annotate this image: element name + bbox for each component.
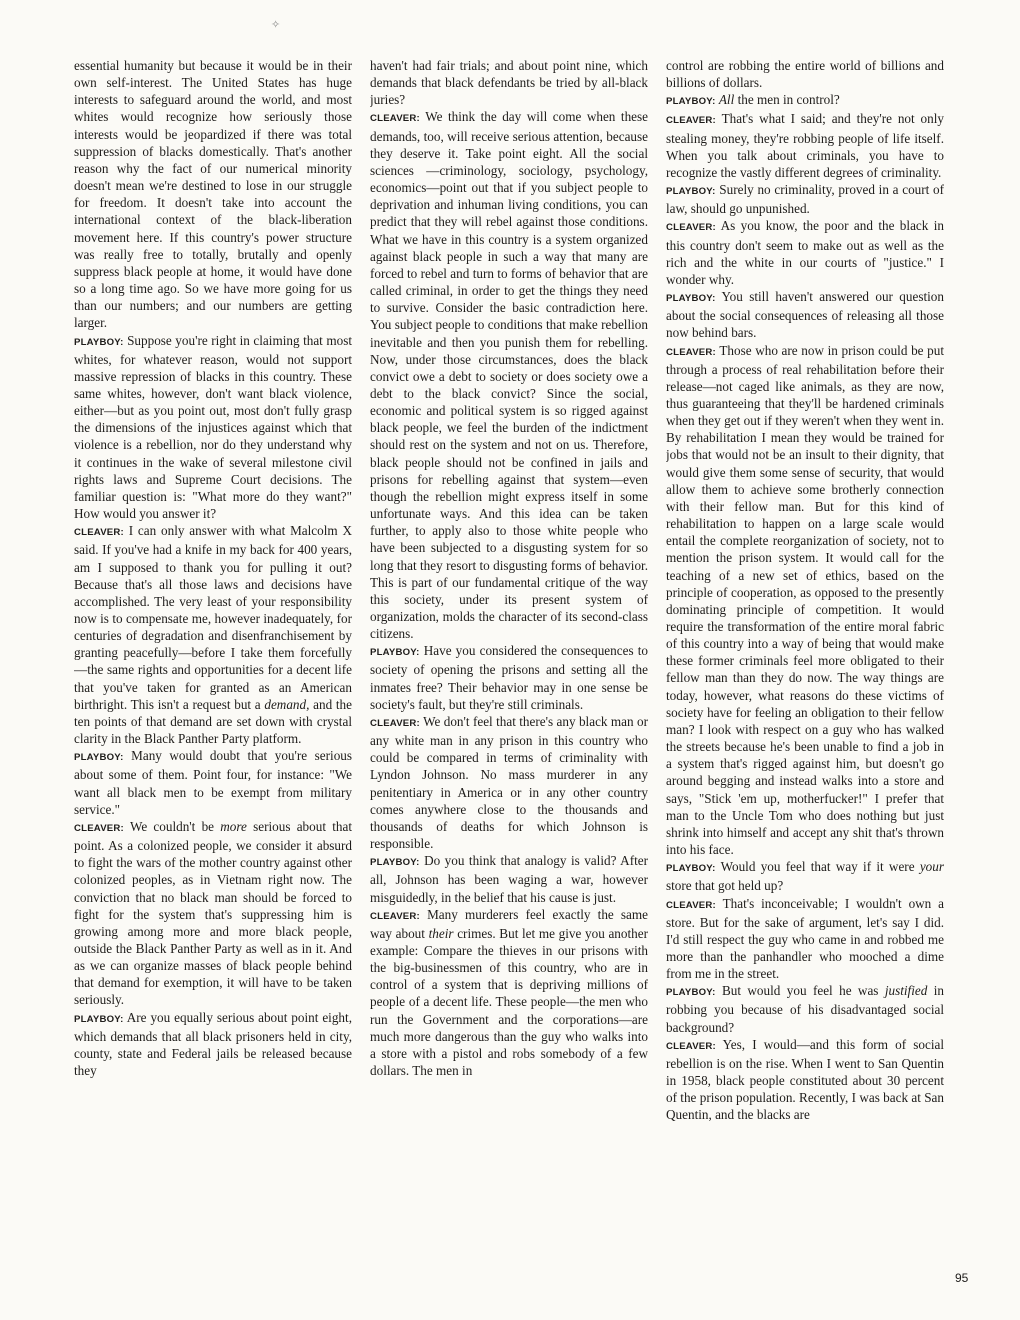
speaker-label: CLEAVER: (370, 717, 420, 729)
speaker-label: PLAYBOY: (666, 863, 716, 875)
interview-paragraph (370, 108, 648, 642)
emphasis-text: All (718, 92, 735, 108)
body-text: Do you think that analogy is valid? After all, Johnson has been waging a war, however misguidedly, in the belief that his cause is just. (370, 853, 648, 905)
speaker-label: PLAYBOY: (74, 752, 124, 764)
speaker-label: PLAYBOY: (370, 857, 420, 869)
emphasis-text: more (220, 818, 247, 834)
body-text: You still haven't answered our question about the social consequences of releasing all those now behind bars. (666, 289, 944, 341)
speaker-label: CLEAVER: (666, 115, 716, 127)
interview-paragraph (666, 91, 944, 110)
emphasis-text: your (919, 859, 944, 875)
text-column-3 (666, 57, 944, 1287)
speaker-label: PLAYBOY: (370, 647, 420, 659)
body-text: the men in control? (734, 92, 840, 108)
interview-paragraph (666, 288, 944, 341)
body-text: Suppose you're right in claiming that most whites, for whatever reason, would not support massive repression of blacks in this country. These same whites, however, don't want black violence, either—but as you point out, most don't fully grasp the dimensions of the injustices against which that violence is a rebellion, nor do they understand why it continues in the wake of several milestone civil rights laws and Supreme Court decisions. The familiar question is: "What more do they want?" How would you answer it? (74, 332, 352, 522)
emphasis-text: their (428, 925, 454, 941)
body-text: control are robbing the entire world of billions and billions of dollars. (666, 58, 944, 91)
body-text: That's what I said; and they're not only stealing money, they're robbing people of life itself. When you talk about criminals, you have to recognize the vastly different degrees of criminality. (666, 111, 944, 180)
body-text: But would you feel he was (721, 983, 885, 999)
speaker-label: PLAYBOY: (666, 96, 716, 108)
interview-paragraph (666, 1036, 944, 1124)
speaker-label: CLEAVER: (370, 910, 420, 922)
interview-paragraph (74, 1009, 352, 1080)
body-text: I can only answer with what Malcolm X said. If you've had a knife in my back for 400 years, am I supposed to thank you for pulling it out? Because that's all those laws and decisions have accomplished. The very least of your responsibility now is to compensate me, however inadequately, for centuries of degradation and disenfranchisement by granting peacefully—before I take them forcefully—the same rights and opportunities for a decent life that you've taken for granted as an American birthright. This isn't a request but a (74, 523, 352, 712)
body-text: Are you equally serious about point eight, which demands that all black prisoners held in city, county, state and Federal jails be released because they (74, 1009, 352, 1079)
interview-paragraph (666, 217, 944, 288)
interview-paragraph (370, 713, 648, 852)
speaker-label: PLAYBOY: (74, 1013, 124, 1025)
interview-paragraph (370, 906, 648, 1080)
body-text: haven't had fair trials; and about point nine, which demands that black defendants be tried by all-black juries? (370, 58, 648, 108)
body-text: We think the day will come when these demands, too, will receive serious attention, because they deserve it. Take point eight. All the social sciences —criminology, sociology, psychology, economics—point out that if you subject people to deprivation and inhuman living conditions, you can predict that they will rebel against those conditions. What we have in this country is a system organized against black people in such a way that many are forced to rebel and turn to forms of behavior that are called criminal, in order to get the things they need to survive. Consider the basic contradiction here. You subject people to conditions that make rebellion inevitable and then you punish them for rebelling. Now, under those circumstances, does the black convict owe a debt to society or does society owe a debt to the black convict? Since the social, economic and political system is so rigged against black people, we feel the burden of the indictment should rest on the system and not on us. Therefore, black people should not be confined in jails and prisons for rebelling against that system—even though the rebellion might express itself in some unfortunate ways. And this idea can be taken further, to apply also to those white people who have been subjected to a disgusting system for so long that they resort to disgusting forms of behavior. This is part of our fundamental critique of the way this society, under its present system of organization, molds the character of its second-class citizens. (370, 109, 648, 642)
body-text: As you know, the poor and the black in this country don't seem to make out as well as the rich and the white in our courts of "justice." I wonder why. (666, 218, 944, 287)
page-number: 95 (955, 1271, 969, 1285)
article-body (74, 57, 944, 1287)
body-text: crimes. But let me give you another example: Compare the thieves in our prisons with the big-businessmen of this country, who are in control of a system that is depriving millions of people of a decent life. These people—the men who run the Government and the corporations—are much more dangerous than the guy who walks into a store with a pistol and robs somebody of a few dollars. The men in (370, 925, 648, 1079)
body-text: serious about that point. As a colonized people, we consider it absurd to fight the wars of the mother country against other colonized peoples, as in Vietnam right now. The conviction that no black man should be forced to fight for the system that's suppressing him is growing among more and more black people, outside the Black Panther Party as well as in it. And as we can organize masses of black people behind that demand for exemption, it will have to be taken seriously. (74, 818, 352, 1008)
body-text: We couldn't be (129, 818, 221, 834)
interview-paragraph (370, 57, 648, 108)
emphasis-text: demand, (264, 696, 310, 712)
body-text: and the ten points of that demand are set down with crystal clarity in the Black Panther Party platform. (74, 696, 352, 747)
interview-paragraph (666, 110, 944, 181)
interview-paragraph (666, 858, 944, 894)
speaker-label: CLEAVER: (74, 527, 124, 539)
interview-paragraph (74, 57, 352, 332)
interview-paragraph (666, 982, 944, 1035)
interview-paragraph (74, 332, 352, 523)
speaker-label: CLEAVER: (74, 822, 124, 834)
body-text: store that got held up? (666, 878, 784, 894)
print-speck: ✧ (271, 19, 281, 31)
interview-paragraph (74, 522, 352, 747)
body-text: essential humanity but because it would be in their own self-interest. The United States has huge interests to safeguard around the world, and most whites would recognize how seriously those interests would be jeopardized if there was total suppression of blacks domestically. That's another reason why the fact of our numerical minority doesn't mean we're destined to lose in our struggle for freedom. It doesn't take into account the international context of the black-liberation movement here. If this country's power structure was really free to totally, brutally and openly suppress black people at home, it would have done so a long time ago. So we have more going for us than our numbers; and our numbers are getting larger. (74, 58, 352, 331)
interview-paragraph (370, 642, 648, 713)
speaker-label: PLAYBOY: (666, 293, 716, 305)
interview-paragraph (74, 747, 352, 818)
speaker-label: PLAYBOY: (666, 186, 716, 198)
body-text: Yes, I would—and this form of social rebellion is on the rise. When I went to San Quentin in 1958, black people constituted about 30 percent of the prison population. Recently, I was back at San Quentin, and the blacks are (666, 1036, 944, 1123)
emphasis-text: justified (884, 983, 928, 999)
body-text: That's inconceivable; I wouldn't own a store. But for the sake of argument, let's say I did. I'd still respect the guy who came in and robbed me more than the panhandler who mooched a dime from me in the street. (666, 895, 944, 982)
body-text: in robbing you because of his disadvantaged social background? (666, 983, 944, 1035)
speaker-label: CLEAVER: (666, 346, 716, 358)
interview-paragraph (666, 57, 944, 91)
interview-paragraph (666, 181, 944, 217)
speaker-label: CLEAVER: (666, 1040, 716, 1052)
speaker-label: CLEAVER: (370, 113, 420, 125)
body-text: Many would doubt that you're serious about some of them. Point four, for instance: "We want all black men to be exempt from military service." (74, 748, 352, 817)
body-text: Surely no criminality, proved in a court of law, should go unpunished. (666, 182, 944, 217)
interview-paragraph (666, 895, 944, 983)
speaker-label: CLEAVER: (666, 222, 716, 234)
interview-paragraph (370, 852, 648, 905)
body-text: Many murderers feel exactly the same way about (370, 906, 648, 941)
text-column-2 (370, 57, 648, 1287)
interview-paragraph (74, 818, 352, 1009)
interview-paragraph (666, 342, 944, 859)
body-text: Would you feel that way if it were (720, 859, 920, 875)
speaker-label: PLAYBOY: (74, 336, 124, 348)
body-text: Those who are now in prison could be put through a process of real rehabilitation before their release—not caged like animals, as they are now, thus guaranteeing that they'll be hardened criminals when they get out if they weren't when they went in. By rehabilitation I mean they would be trained for jobs that would not be an insult to their dignity, that would give them some sense of security, that would allow them to achieve some brotherly connection with their fellow man. But for this kind of rehabilitation to happen on a large scale would entail the complete reorganization of society, not to mention the prison system. It would call for the teaching of a new set of ethics, based on the principle of cooperation, as opposed to the presently dominating principle of competition. It would require the transformation of the entire moral fabric of this country into a way of being that would make these former criminals feel more obligated to their fellow man than they do now. The way things are today, however, what reasons do these victims of society have for feeling an obligation to their fellow man? I look with respect on a guy who has walked the streets because he's been unable to find a job in a system that's rigged against him, but doesn't go around begging and instead walks into a store and says, "Stick 'em up, motherfucker!" I prefer that man to the Uncle Tom who does nothing but just shrink into himself and accept any shit that's thrown into his face. (666, 342, 944, 858)
body-text: Have you considered the consequences to society of opening the prisons and setting all the inmates free? Their behavior may in one sense be society's fault, but they're still criminals. (370, 643, 648, 712)
body-text: We don't feel that there's any black man or any white man in any prison in this country who could be compared in terms of criminality with Lyndon Johnson. No mass murderer in any penitentiary in America or in any other country comes anywhere close to the thousands and thousands of deaths for which Johnson is responsible. (370, 713, 648, 852)
speaker-label: CLEAVER: (666, 899, 716, 911)
speaker-label: PLAYBOY: (666, 987, 716, 999)
text-column-1 (74, 57, 352, 1287)
